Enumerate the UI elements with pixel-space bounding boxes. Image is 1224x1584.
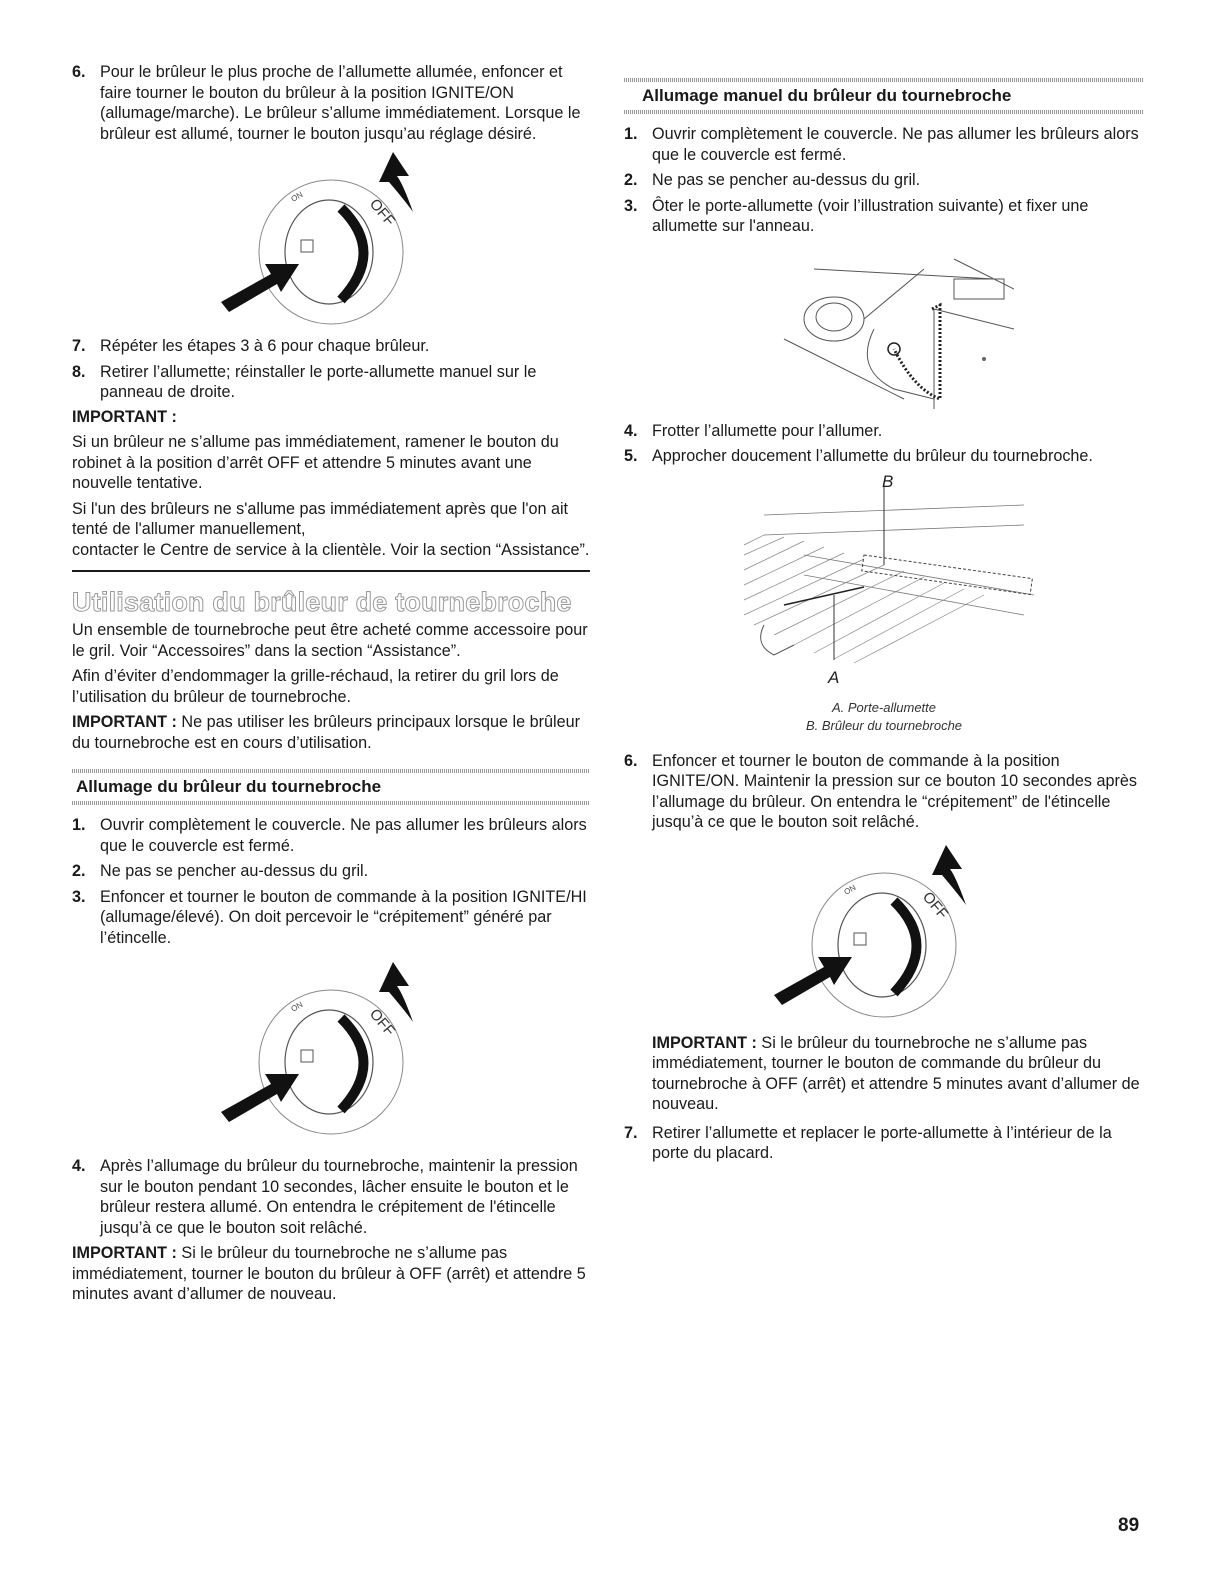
step-text: Enfoncer et tourner le bouton de commande à la position IGNITE/ON. Maintenir la pression sur ce bouton 10 secondes après l’allumage du brûleur. On entendra le “crépitement” de l'étincelle jusqu’à ce que le bouton soit relâché. [652, 751, 1137, 831]
step-2 [72, 861, 590, 882]
knob-on-label: ON [842, 882, 858, 897]
step-number: 6. [624, 751, 638, 770]
step-number: 6. [72, 63, 86, 81]
subsection-heading [624, 72, 1144, 120]
important-paragraph: contacter le Centre de service à la clientèle. Voir la section “Assistance”. [72, 540, 590, 559]
step-text: Enfoncer et tourner le bouton de commande à la position IGNITE/HI (allumage/élevé). On doit percevoir le “crépitement” généré par l’étincelle. [100, 887, 587, 947]
step-1 [624, 124, 1144, 165]
subsection-title: Allumage du brûleur du tournebroche [76, 777, 382, 796]
step-number: 2. [72, 862, 86, 880]
step-text: Ouvrir complètement le couvercle. Ne pas allumer les brûleurs alors que le couvercle est fermé. [100, 816, 587, 855]
step-3 [72, 887, 590, 949]
knob-off-label: OFF [365, 1005, 399, 1040]
match-holder-illustration [624, 249, 1144, 409]
step-number: 7. [72, 337, 86, 355]
step-text: Ouvrir complètement le couvercle. Ne pas allumer les brûleurs alors que le couvercle est fermé. [652, 125, 1139, 164]
right-column [624, 72, 1144, 1164]
step-number: 3. [624, 196, 638, 215]
match-holder-diagram [754, 249, 1014, 409]
step-text: Répéter les étapes 3 à 6 pour chaque brûleur. [100, 337, 430, 355]
knob-illustration [72, 962, 590, 1142]
page-number: 89 [1118, 1515, 1140, 1536]
step-6 [72, 62, 590, 144]
step-number: 8. [72, 362, 86, 381]
final-important [72, 1243, 590, 1305]
step-text: Ne pas se pencher au-dessus du gril. [652, 171, 921, 189]
step-number: 1. [72, 816, 86, 834]
control-knob-diagram [734, 845, 1034, 1025]
important-label: IMPORTANT : [72, 407, 177, 426]
step-text: Retirer l’allumette; réinstaller le porte-allumette manuel sur le panneau de droite. [100, 362, 537, 401]
knob-off-label: OFF [918, 888, 952, 923]
important-label: IMPORTANT : [72, 1244, 177, 1262]
dotted-rule [72, 801, 590, 805]
important-paragraph: Si un brûleur ne s’allume pas immédiatement, ramener le bouton du robinet à la position d’arrêt OFF et attendre 5 minutes avant une nouvelle tentative. [72, 433, 559, 492]
important-paragraph: Si l'un des brûleurs ne s'allume pas immédiatement après que l'on ait tenté de l'allumer manuellement, [72, 499, 569, 538]
step-1 [72, 815, 590, 856]
knob-off-label: OFF [365, 195, 399, 230]
push-arrow-icon [221, 264, 299, 312]
intro-paragraph: Un ensemble de tournebroche peut être acheté comme accessoire pour le gril. Voir “Accessoires” dans la section “Assistance”. [72, 621, 588, 660]
label-b: B [882, 474, 894, 491]
step-number: 7. [624, 1123, 638, 1142]
step-text: Ne pas se pencher au-dessus du gril. [100, 862, 369, 880]
step-number: 5. [624, 447, 638, 465]
intro-important [72, 712, 590, 753]
dotted-rule [624, 110, 1144, 114]
figure-caption: A. Porte-allumette [831, 699, 937, 715]
section-title: Utilisation du brûleur de tournebroche [72, 570, 590, 618]
figure-caption: B. Brûleur du tournebroche [805, 717, 963, 733]
knob-illustration [624, 845, 1144, 1025]
knob-on-label: ON [289, 189, 305, 204]
important-text: Ne pas utiliser les brûleurs principaux lorsque le brûleur du tournebroche est en cours d’utilisation. [72, 713, 580, 752]
important-label: IMPORTANT : [72, 713, 177, 731]
intro-paragraph: Afin d’éviter d’endommager la grille-réchaud, la retirer du gril lors de l’utilisation du brûleur de tournebroche. [72, 667, 559, 706]
step-3 [624, 196, 1144, 237]
important-label: IMPORTANT : [652, 1033, 757, 1052]
step-4 [624, 421, 1144, 442]
subsection-title: Allumage manuel du brûleur du tournebroche [642, 86, 1012, 105]
important-text: Si le brûleur du tournebroche ne s’allume pas immédiatement, tourner le bouton de commande du brûleur du tournebroche à OFF (arrêt) et attendre 5 minutes avant d’allumer de nouveau. [652, 1033, 1140, 1113]
rotisserie-burner-illustration [624, 475, 1144, 697]
step-4 [72, 1156, 590, 1238]
rotisserie-burner-diagram [724, 475, 1044, 697]
step-7 [624, 1123, 1144, 1164]
step-8 [72, 362, 590, 403]
important-text: Si le brûleur du tournebroche ne s’allume pas immédiatement, tourner le bouton du brûleur à OFF (arrêt) et attendre 5 minutes avant d’allumer de nouveau. [72, 1244, 586, 1303]
subsection-heading [72, 763, 590, 811]
knob-illustration [72, 152, 590, 332]
left-column [72, 62, 590, 1305]
step-number: 3. [72, 887, 86, 906]
step-text: Ôter le porte-allumette (voir l’illustration suivante) et fixer une allumette sur l'anneau. [652, 196, 1089, 235]
push-arrow-icon [221, 1074, 299, 1122]
step-6 [624, 751, 1144, 833]
step-number: 1. [624, 125, 638, 143]
step-number: 4. [624, 421, 638, 440]
step-text: Frotter l’allumette pour l’allumer. [652, 421, 883, 440]
push-arrow-icon [774, 957, 852, 1005]
important-note [624, 1033, 1144, 1115]
step-number: 4. [72, 1157, 86, 1175]
step-text: Retirer l’allumette et replacer le porte-allumette à l’intérieur de la porte du placard. [652, 1123, 1112, 1162]
step-text: Après l’allumage du brûleur du tournebroche, maintenir la pression sur le bouton pendant 10 secondes, lâcher ensuite le bouton et le brûleur restera allumé. On entendra le crépitement de l'étincelle jusqu’à ce que le bouton soit relâché. [100, 1157, 578, 1237]
step-text: Pour le brûleur le plus proche de l’allumette allumée, enfoncer et faire tourner le bouton du brûleur à la position IGNITE/ON (allumage/marche). Le brûleur s’allume immédiatement. Lorsque le brûleur est allumé, tourner le bouton jusqu’au réglage désiré. [100, 63, 581, 143]
step-number: 2. [624, 171, 638, 189]
step-7 [72, 336, 590, 357]
knob-on-label: ON [289, 999, 305, 1014]
step-5 [624, 446, 1144, 467]
control-knob-diagram [181, 152, 481, 332]
step-text: Approcher doucement l’allumette du brûleur du tournebroche. [652, 447, 1093, 465]
control-knob-diagram [181, 962, 481, 1142]
label-a: A [828, 667, 840, 687]
step-2 [624, 170, 1144, 191]
